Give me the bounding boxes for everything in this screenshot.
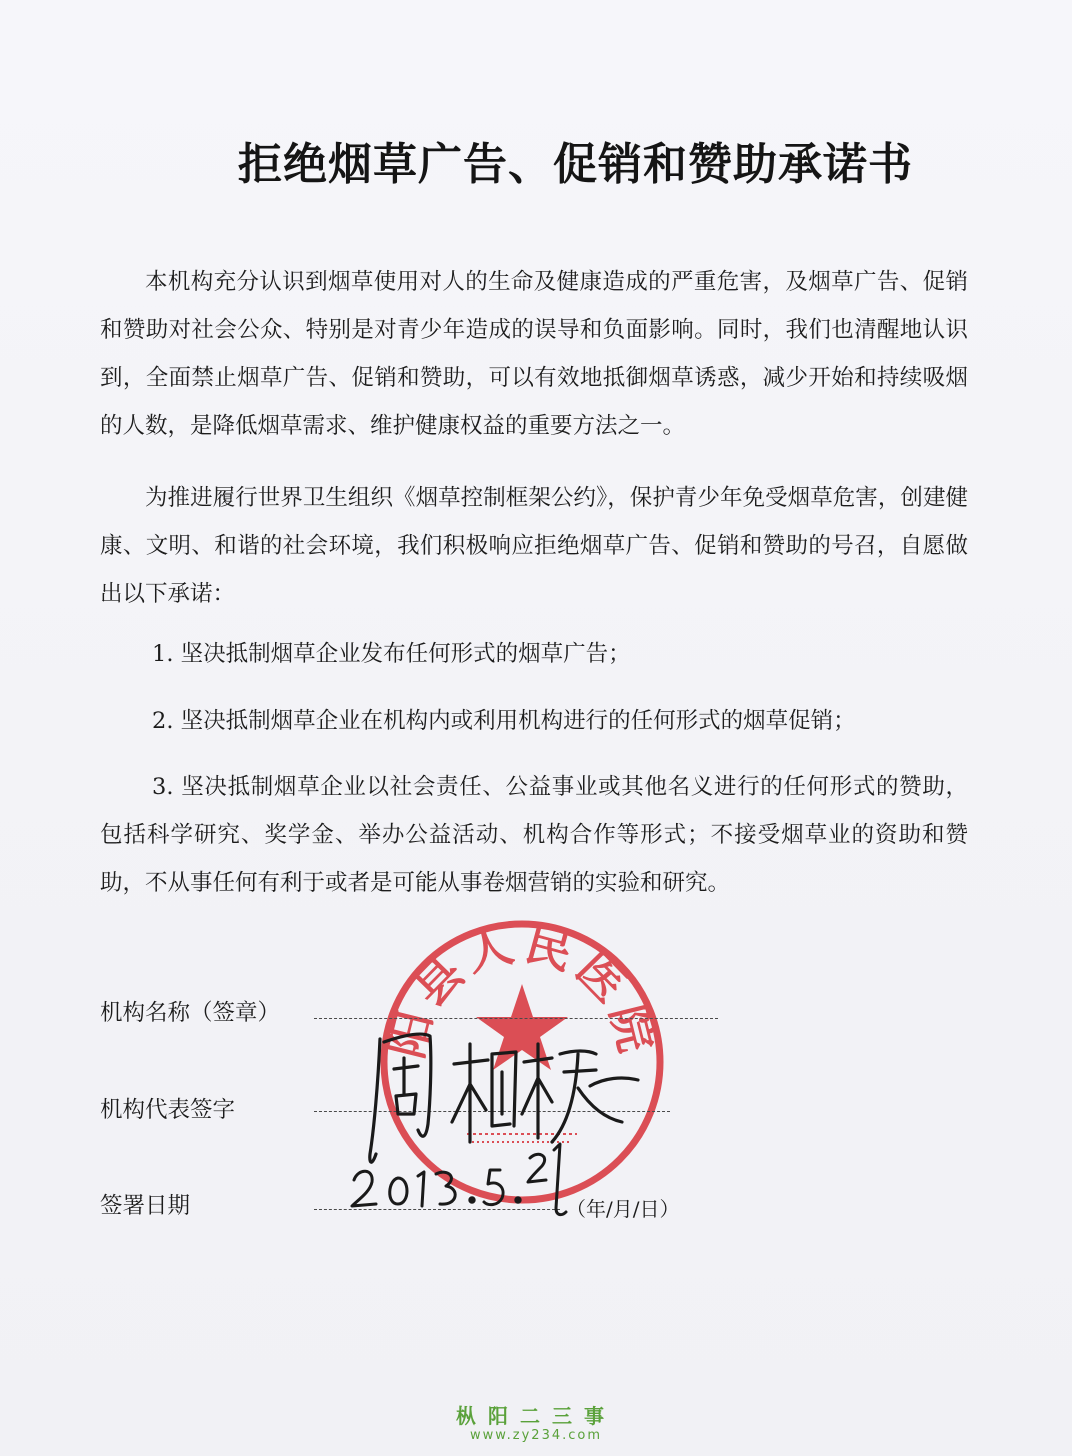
date-label: 签署日期 bbox=[100, 1193, 191, 1219]
commitment-item-3: 3. 坚决抵制烟草企业以社会责任、公益事业或其他名义进行的任何形式的赞助，包括科学研究、奖学金、举办公益活动、机构合作等形式；不接受烟草业的资助和赞助，不从事任何有利于或者是可能从事卷烟营销的实验和研究。 bbox=[100, 774, 968, 896]
date-unit: （年/月/日） bbox=[566, 1197, 680, 1221]
watermark-site-name: 枞阳二三事 bbox=[456, 1404, 616, 1428]
paragraph-2: 为推进履行世界卫生组织《烟草控制框架公约》，保护青少年免受烟草危害，创建健康、文明、和谐的社会环境，我们积极响应拒绝烟草广告、促销和赞助的号召，自愿做出以下承诺： bbox=[100, 485, 968, 607]
paragraph-1: 本机构充分认识到烟草使用对人的生命及健康造成的严重危害，及烟草广告、促销和赞助对社会公众、特别是对青少年造成的误导和负面影响。同时，我们也清醒地认识到，全面禁止烟草广告、促销和赞助，可以有效地抵御烟草诱惑，减少开始和持续吸烟的人数，是降低烟草需求、维护健康权益的重要方法之一。 bbox=[100, 269, 968, 439]
watermark-site-url: www.zy234.com bbox=[469, 1428, 603, 1443]
handwritten-date bbox=[340, 1130, 570, 1225]
commitment-item-2: 2. 坚决抵制烟草企业在机构内或利用机构进行的任何形式的烟草促销； bbox=[152, 708, 856, 734]
document-title: 拒绝烟草广告、促销和赞助承诺书 bbox=[238, 139, 913, 190]
rep-sign-label: 机构代表签字 bbox=[100, 1097, 236, 1123]
org-name-label: 机构名称（签章） bbox=[100, 1000, 281, 1026]
svg-text:阳县人民医院: 阳县人民医院 bbox=[378, 915, 666, 1064]
commitment-item-1: 1. 坚决抵制烟草企业发布任何形式的烟草广告； bbox=[152, 641, 631, 667]
